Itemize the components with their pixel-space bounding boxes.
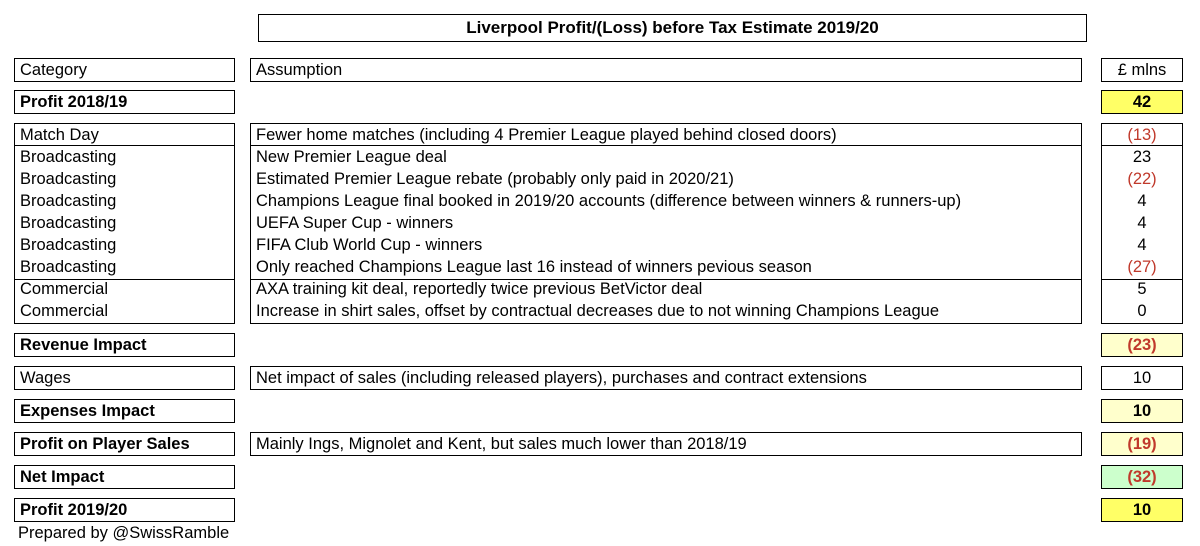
revenue-value: 23 bbox=[1132, 148, 1152, 166]
revenue-assumption: UEFA Super Cup - winners bbox=[256, 214, 454, 232]
player-sales-assumption: Mainly Ings, Mignolet and Kent, but sales much lower than 2018/19 bbox=[250, 432, 1082, 456]
revenue-category: Broadcasting bbox=[20, 236, 117, 254]
revenue-category: Match Day bbox=[20, 126, 99, 144]
header-assumption: Assumption bbox=[250, 58, 1082, 82]
revenue-category: Broadcasting bbox=[20, 170, 117, 188]
revenue-category: Commercial bbox=[20, 302, 109, 320]
net-impact-value: (32) bbox=[1101, 465, 1183, 489]
revenue-value: (22) bbox=[1127, 170, 1157, 188]
revenue-value: 0 bbox=[1137, 302, 1147, 320]
revenue-impact-label: Revenue Impact bbox=[14, 333, 235, 357]
revenue-category: Broadcasting bbox=[20, 258, 117, 276]
profit-2018-19-value: 42 bbox=[1101, 90, 1183, 114]
revenue-category: Broadcasting bbox=[20, 148, 117, 166]
revenue-value: 4 bbox=[1137, 192, 1147, 210]
divider bbox=[250, 279, 1082, 280]
header-value: £ mlns bbox=[1101, 58, 1183, 82]
wages-category: Wages bbox=[14, 366, 235, 390]
divider bbox=[14, 145, 235, 146]
divider bbox=[250, 145, 1082, 146]
revenue-assumption: Increase in shirt sales, offset by contractual decreases due to not winning Champions League bbox=[256, 302, 940, 320]
divider bbox=[14, 279, 235, 280]
revenue-assumptions bbox=[250, 123, 1082, 324]
profit-2018-19-label: Profit 2018/19 bbox=[14, 90, 235, 114]
revenue-value: 4 bbox=[1137, 214, 1147, 232]
revenue-category: Broadcasting bbox=[20, 214, 117, 232]
wages-assumption: Net impact of sales (including released players), purchases and contract extensions bbox=[250, 366, 1082, 390]
revenue-impact-value: (23) bbox=[1101, 333, 1183, 357]
profit-2019-20-label: Profit 2019/20 bbox=[14, 498, 235, 522]
table-title: Liverpool Profit/(Loss) before Tax Estimate 2019/20 bbox=[258, 14, 1087, 42]
revenue-assumption: Champions League final booked in 2019/20 accounts (difference between winners & runners-up) bbox=[256, 192, 962, 210]
player-sales-label: Profit on Player Sales bbox=[14, 432, 235, 456]
revenue-assumption: AXA training kit deal, reportedly twice previous BetVictor deal bbox=[256, 280, 703, 298]
header-category: Category bbox=[14, 58, 235, 82]
revenue-assumption: New Premier League deal bbox=[256, 148, 447, 166]
revenue-categories bbox=[14, 123, 235, 324]
net-impact-label: Net Impact bbox=[14, 465, 235, 489]
revenue-assumption: FIFA Club World Cup - winners bbox=[256, 236, 483, 254]
revenue-value: 5 bbox=[1137, 280, 1147, 298]
expenses-impact-label: Expenses Impact bbox=[14, 399, 235, 423]
revenue-category: Commercial bbox=[20, 280, 109, 298]
revenue-value: (27) bbox=[1127, 258, 1157, 276]
revenue-assumption: Estimated Premier League rebate (probably only paid in 2020/21) bbox=[256, 170, 734, 188]
revenue-value: 4 bbox=[1137, 236, 1147, 254]
wages-value: 10 bbox=[1101, 366, 1183, 390]
divider bbox=[1101, 145, 1183, 146]
revenue-assumption: Fewer home matches (including 4 Premier League played behind closed doors) bbox=[256, 126, 837, 144]
profit-2019-20-value: 10 bbox=[1101, 498, 1183, 522]
revenue-value: (13) bbox=[1127, 126, 1157, 144]
prepared-by-footer: Prepared by @SwissRamble bbox=[18, 524, 230, 542]
player-sales-value: (19) bbox=[1101, 432, 1183, 456]
revenue-category: Broadcasting bbox=[20, 192, 117, 210]
revenue-assumption: Only reached Champions League last 16 instead of winners pevious season bbox=[256, 258, 812, 276]
divider bbox=[1101, 279, 1183, 280]
revenue-values bbox=[1101, 123, 1183, 324]
expenses-impact-value: 10 bbox=[1101, 399, 1183, 423]
